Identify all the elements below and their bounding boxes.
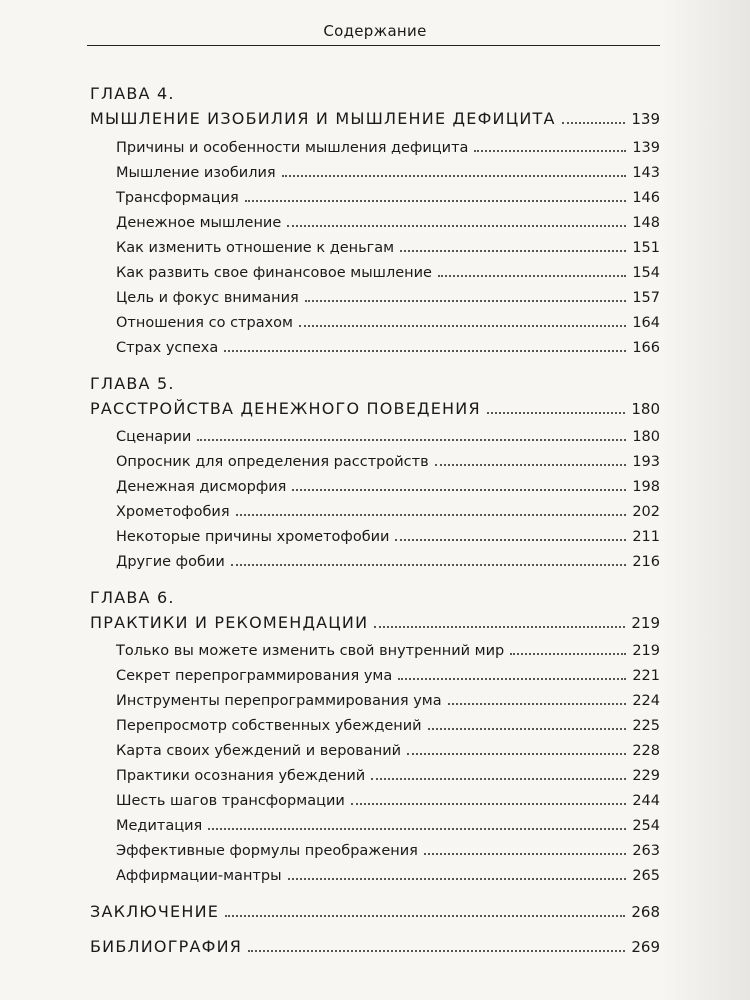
dot-leader: [474, 150, 626, 152]
toc-section-title: [90, 399, 660, 423]
dot-leader: [292, 489, 626, 491]
toc-page-number: 148: [632, 215, 660, 231]
toc-page-number: 180: [632, 429, 660, 445]
toc-entry-title: ПРАКТИКИ И РЕКОМЕНДАЦИИ: [90, 613, 369, 632]
toc-entry: [116, 718, 660, 742]
toc-entry-title: Денежное мышление: [116, 215, 282, 231]
toc-page-number: 157: [632, 290, 660, 306]
toc-section-title: [90, 937, 660, 961]
toc-page-number: 221: [632, 668, 660, 684]
toc-entry-title: Перепросмотр собственных убеждений: [116, 718, 422, 734]
toc-page-number: 139: [632, 140, 660, 156]
toc-entry-title: РАССТРОЙСТВА ДЕНЕЖНОГО ПОВЕДЕНИЯ: [90, 399, 481, 418]
toc-entry-title: Отношения со страхом: [116, 315, 293, 331]
toc-page-number: 265: [632, 868, 660, 884]
toc-entry: [116, 190, 660, 214]
toc-section-title: [90, 109, 660, 133]
dot-leader: [438, 275, 626, 277]
toc-entry-title: Только вы можете изменить свой внутренний мир: [116, 643, 505, 659]
toc-entry: [116, 215, 660, 239]
toc-page-number: 164: [632, 315, 660, 331]
toc-entry: [116, 504, 660, 528]
toc-entry-title: Цель и фокус внимания: [116, 290, 299, 306]
dot-leader: [288, 878, 627, 880]
toc-page-number: 146: [632, 190, 660, 206]
toc-entry: [116, 265, 660, 289]
toc-entry-title: Опросник для определения расстройств: [116, 454, 429, 470]
toc-page-number: 219: [631, 614, 660, 632]
toc-entry: [116, 668, 660, 692]
toc-page-number: 198: [632, 479, 660, 495]
dot-leader: [245, 200, 627, 202]
toc-entry: [116, 768, 660, 792]
toc-page-number: 193: [632, 454, 660, 470]
toc-entry-title: Эффективные формулы преображения: [116, 843, 418, 859]
toc-page-number: 254: [632, 818, 660, 834]
dot-leader: [305, 300, 627, 302]
toc-chapter-label: [90, 588, 660, 612]
toc-page-number: 211: [632, 529, 660, 545]
dot-leader: [487, 412, 626, 414]
toc-entry: [116, 868, 660, 892]
dot-leader: [225, 915, 625, 917]
toc-entry-title: Аффирмации-мантры: [116, 868, 282, 884]
dot-leader: [371, 778, 626, 780]
dot-leader: [562, 122, 626, 124]
toc-page-number: 139: [631, 110, 660, 128]
toc-entry: [116, 529, 660, 553]
toc-chapter-label: [90, 84, 660, 108]
dot-leader: [231, 564, 627, 566]
toc-chapter-label: [90, 374, 660, 398]
toc-page-number: 269: [631, 938, 660, 956]
dot-leader: [351, 803, 627, 805]
dot-leader: [398, 678, 626, 680]
dot-leader: [510, 653, 626, 655]
toc-entry-title: Мышление изобилия: [116, 165, 276, 181]
toc-entry: [116, 165, 660, 189]
toc-page-number: 229: [632, 768, 660, 784]
dot-leader: [197, 439, 626, 441]
dot-leader: [248, 950, 625, 952]
toc-entry: [116, 554, 660, 578]
toc-entry-title: Некоторые причины хрометофобии: [116, 529, 390, 545]
toc-entry-title: Секрет перепрограммирования ума: [116, 668, 393, 684]
toc-entry-title: Как изменить отношение к деньгам: [116, 240, 395, 256]
toc-page-number: 154: [632, 265, 660, 281]
toc-page-number: 228: [632, 743, 660, 759]
toc-page-number: 166: [632, 340, 660, 356]
toc-entry-title: МЫШЛЕНИЕ ИЗОБИЛИЯ И МЫШЛЕНИЕ ДЕФИЦИТА: [90, 109, 556, 128]
dot-leader: [374, 626, 625, 628]
toc-entry-title: Трансформация: [116, 190, 239, 206]
toc-entry: [116, 643, 660, 667]
toc-page-number: 244: [632, 793, 660, 809]
toc-page-number: 216: [632, 554, 660, 570]
toc-section-title: [90, 902, 660, 926]
toc-page-number: 202: [632, 504, 660, 520]
toc-entry-title: Другие фобии: [116, 554, 225, 570]
toc-entry-title: Практики осознания убеждений: [116, 768, 366, 784]
toc-entry: [116, 843, 660, 867]
toc-entry: [116, 693, 660, 717]
toc-entry-title: Шесть шагов трансформации: [116, 793, 345, 809]
toc-entry-title: ГЛАВА 6.: [90, 588, 175, 607]
toc-entry-title: ГЛАВА 4.: [90, 84, 175, 103]
toc-page-number: 224: [632, 693, 660, 709]
toc-entry-title: Сценарии: [116, 429, 192, 445]
toc-entry: [116, 140, 660, 164]
dot-leader: [287, 225, 626, 227]
toc-page-number: 263: [632, 843, 660, 859]
dot-leader: [236, 514, 627, 516]
toc-entry-title: Как развить свое финансовое мышление: [116, 265, 432, 281]
dot-leader: [424, 853, 626, 855]
toc-entry: [116, 340, 660, 364]
toc-entry: [116, 793, 660, 817]
toc-page-number: 268: [631, 903, 660, 921]
dot-leader: [435, 464, 627, 466]
page-header-title: Содержание: [323, 22, 427, 40]
toc-entry-title: ГЛАВА 5.: [90, 374, 175, 393]
toc-page-number: 143: [632, 165, 660, 181]
toc-page-number: 225: [632, 718, 660, 734]
toc-entry: [116, 454, 660, 478]
toc-entry: [116, 240, 660, 264]
toc-entry-title: Инструменты перепрограммирования ума: [116, 693, 442, 709]
dot-leader: [407, 753, 626, 755]
dot-leader: [208, 828, 626, 830]
toc-entry-title: Денежная дисморфия: [116, 479, 287, 495]
toc-entry: [116, 290, 660, 314]
dot-leader: [282, 175, 627, 177]
dot-leader: [400, 250, 626, 252]
toc-entry-title: Страх успеха: [116, 340, 219, 356]
toc-entry-title: БИБЛИОГРАФИЯ: [90, 937, 243, 956]
toc-entry: [116, 315, 660, 339]
dot-leader: [448, 703, 627, 705]
toc-page-number: 219: [632, 643, 660, 659]
toc-entry: [116, 818, 660, 842]
toc-section-title: [90, 613, 660, 637]
toc-entry-title: Медитация: [116, 818, 203, 834]
toc-page-number: 151: [632, 240, 660, 256]
toc-entry-title: ЗАКЛЮЧЕНИЕ: [90, 902, 220, 921]
dot-leader: [224, 350, 626, 352]
toc-entry-title: Причины и особенности мышления дефицита: [116, 140, 469, 156]
toc-entry-title: Карта своих убеждений и верований: [116, 743, 402, 759]
dot-leader: [299, 325, 626, 327]
dot-leader: [428, 728, 627, 730]
toc-entry: [116, 743, 660, 767]
toc-entry-title: Хрометофобия: [116, 504, 230, 520]
toc-entry: [116, 479, 660, 503]
dot-leader: [395, 539, 626, 541]
toc-entry: [116, 429, 660, 453]
toc-page-number: 180: [631, 400, 660, 418]
